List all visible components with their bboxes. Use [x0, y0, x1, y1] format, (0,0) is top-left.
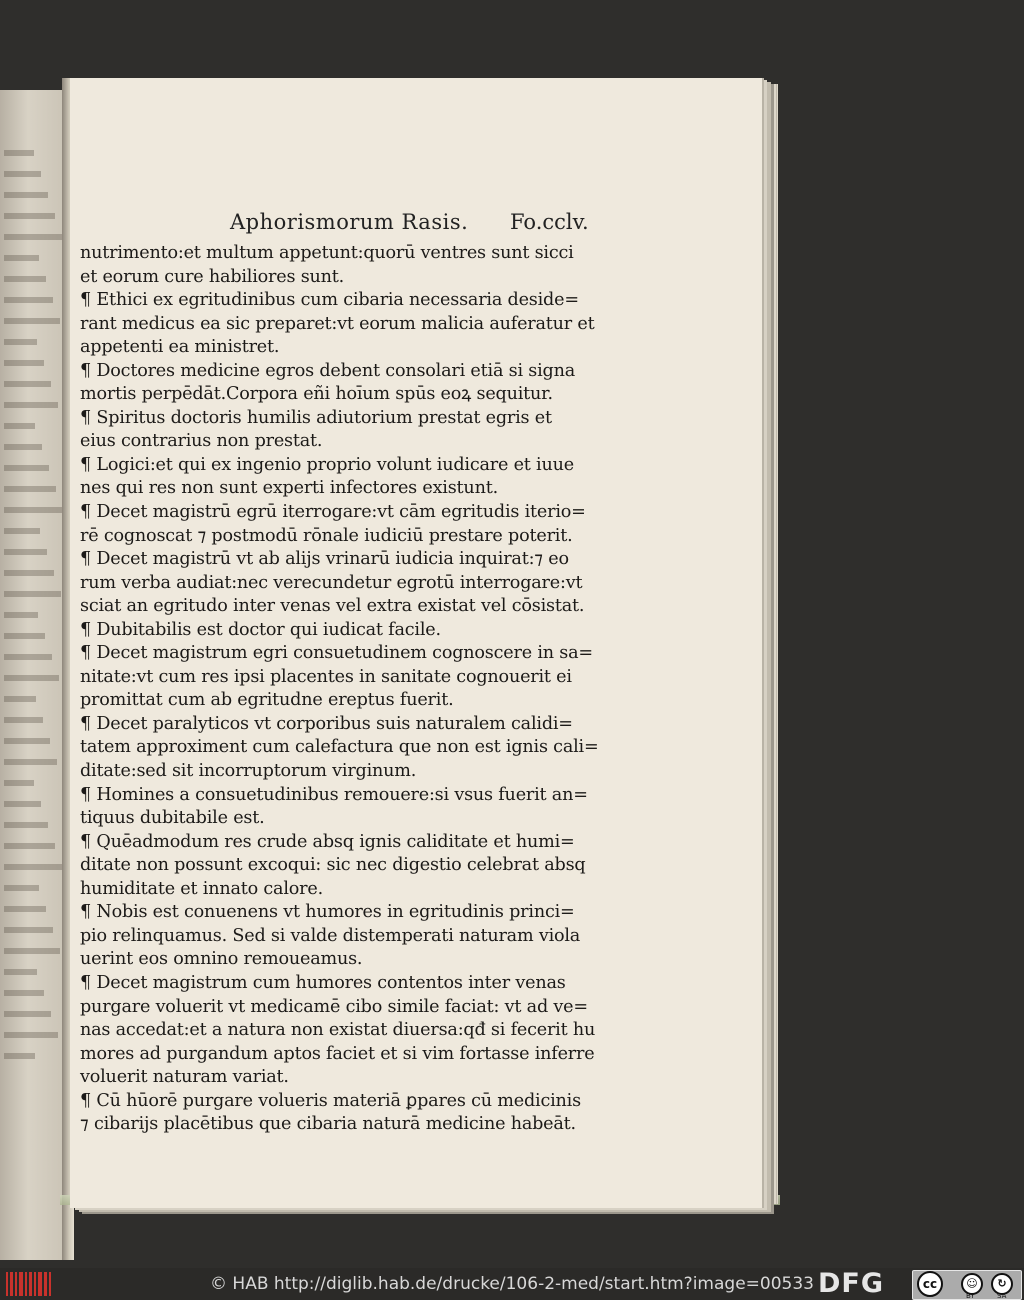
running-title: Aphorismorum Rasis.: [230, 210, 469, 234]
left-page-ghost-text: [4, 381, 51, 387]
text-line: ¶ Homines a consuetudinibus remouere:si vsus fuerit an=: [80, 784, 588, 805]
text-line: ¶ Decet magistrū vt ab alijs vrinarū iudicia inquirat:⁊ eo: [80, 549, 569, 570]
text-line: mortis perpēdāt.Corpora eñi hoīum spūs eoꝝ sequitur.: [80, 384, 553, 405]
left-page-ghost-text: [4, 885, 39, 891]
cc-icon: [917, 1271, 943, 1297]
left-page-ghost-text: [4, 549, 47, 555]
text-line: promittat cum ab egritudne ereptus fuerit.: [80, 690, 454, 711]
left-page-ghost-text: [4, 423, 35, 429]
text-line: mores ad purgandum aptos faciet et si vim fortasse inferre: [80, 1043, 595, 1064]
left-page-ghost-text: [4, 276, 46, 282]
text-line: ¶ Decet magistrum cum humores contentos inter venas: [80, 972, 566, 993]
left-page-ghost-text: [4, 654, 52, 660]
left-page-ghost-text: [4, 1032, 58, 1038]
text-line: ditate:sed sit incorruptorum virginum.: [80, 761, 417, 782]
text-line: tiquus dubitabile est.: [80, 808, 265, 829]
left-page-ghost-text: [4, 507, 63, 513]
left-page-ghost-text: [4, 402, 58, 408]
left-page-ghost-text: [4, 612, 38, 618]
text-line: ¶ Logici:et qui ex ingenio proprio volunt iudicare et iuue: [80, 454, 574, 475]
text-line: rant medicus ea sic preparet:vt eorum malicia auferatur et: [80, 313, 595, 334]
text-line: ¶ Quēadmodum res crude absq ignis caliditate et humi=: [80, 831, 575, 852]
folio-number: Fo.cclv.: [510, 210, 589, 234]
left-page-edge: [0, 90, 70, 1260]
dfg-logo-text: DFG: [818, 1268, 885, 1299]
text-line: sciat an egritudo inter venas vel extra existat vel cōsistat.: [80, 596, 585, 617]
left-page-ghost-text: [4, 297, 53, 303]
left-page-ghost-text: [4, 969, 37, 975]
text-line: ¶ Spiritus doctoris humilis adiutorium prestat egris et: [80, 407, 552, 428]
text-line: ⁊ cibarijs placētibus que cibaria naturā medicine habeāt.: [80, 1114, 576, 1135]
left-page-ghost-text: [4, 150, 34, 156]
text-line: tatem approximent cum calefactura que non est ignis cali=: [80, 737, 599, 758]
left-page-ghost-text: [4, 444, 42, 450]
left-page-ghost-text: [4, 738, 50, 744]
text-line: nas accedat:et a natura non existat diuersa:qđ si fecerit hu: [80, 1020, 596, 1041]
text-line: nutrimento:et multum appetunt:quorū ventres sunt sicci: [80, 243, 574, 263]
cc-license-badge[interactable]: [912, 1270, 1022, 1300]
text-line: ¶ Cū hūorē purgare volueris materiā ꝑpares cū medicinis: [80, 1090, 581, 1111]
text-line: ditate non possunt excoqui: sic nec digestio celebrat absq: [80, 855, 586, 876]
left-page-ghost-text: [4, 213, 55, 219]
left-page-ghost-text: [4, 864, 62, 870]
left-page-ghost-text: [4, 1053, 35, 1059]
text-line: ¶ Dubitabilis est doctor qui iudicat facile.: [80, 619, 441, 640]
text-block: [80, 242, 632, 1137]
book-page: [70, 78, 762, 1208]
text-line: nes qui res non sunt experti infectores existunt.: [80, 478, 498, 499]
left-page-ghost-text: [4, 990, 44, 996]
left-page-ghost-text: [4, 528, 40, 534]
cc-icon-label: cc: [922, 1277, 938, 1291]
left-page-ghost-text: [4, 906, 46, 912]
page-fore-edge: [762, 84, 778, 1204]
text-line: ¶ Decet magistrum egri consuetudinem cognoscere in sa=: [80, 643, 593, 664]
text-line: appetenti ea ministret.: [80, 337, 280, 358]
text-line: humiditate et innato calore.: [80, 878, 323, 899]
text-line: eius contrarius non prestat.: [80, 431, 323, 452]
left-page-ghost-text: [4, 780, 34, 786]
text-line: ¶ Decet magistrū egrū iterrogare:vt cām egritudis iterio=: [80, 502, 586, 523]
left-page-ghost-text: [4, 696, 36, 702]
text-line: pio relinquamus. Sed si valde distemperati naturam viola: [80, 925, 581, 946]
text-line: nitate:vt cum res ipsi placentes in sanitate cognouerit ei: [80, 666, 572, 687]
left-page-ghost-text: [4, 948, 60, 954]
text-line: purgare voluerit vt medicamē cibo simile faciat: vt ad ve=: [80, 996, 588, 1017]
text-line: voluerit naturam variat.: [80, 1067, 289, 1088]
left-page-ghost-text: [4, 192, 48, 198]
left-page-ghost-text: [4, 234, 62, 240]
by-icon: ☺: [961, 1273, 983, 1295]
by-label: BY: [966, 1292, 975, 1300]
left-page-ghost-text: [4, 843, 55, 849]
sa-icon: ↻: [991, 1273, 1013, 1295]
text-line: ¶ Doctores medicine egros debent consolari etiā si signa: [80, 360, 576, 381]
text-line: ¶ Ethici ex egritudinibus cum cibaria necessaria deside=: [80, 290, 579, 311]
dfg-logo: [818, 1270, 910, 1298]
footer-bar: [0, 1268, 1024, 1300]
left-page-ghost-text: [4, 801, 41, 807]
text-line: et eorum cure habiliores sunt.: [80, 266, 345, 287]
left-page-ghost-text: [4, 927, 53, 933]
left-page-ghost-text: [4, 360, 44, 366]
text-line: uerint eos omnino remoueamus.: [80, 949, 363, 970]
left-page-ghost-text: [4, 171, 41, 177]
running-head: [70, 210, 762, 244]
left-page-ghost-text: [4, 465, 49, 471]
left-page-ghost-text: [4, 675, 59, 681]
sa-label: SA: [997, 1292, 1007, 1300]
left-page-ghost-text: [4, 822, 48, 828]
left-page-ghost-text: [4, 1011, 51, 1017]
text-line: ¶ Decet paralyticos vt corporibus suis naturalem calidi=: [80, 713, 573, 734]
left-page-ghost-text: [4, 570, 54, 576]
text-line: rē cognoscat ⁊ postmodū rōnale iudiciū prestare poterit.: [80, 525, 573, 546]
copyright-link[interactable]: © HAB http://diglib.hab.de/drucke/106-2-med/start.htm?image=00533: [210, 1274, 814, 1294]
left-page-ghost-text: [4, 759, 57, 765]
left-page-ghost-text: [4, 633, 45, 639]
left-page-ghost-text: [4, 717, 43, 723]
left-page-ghost-text: [4, 486, 56, 492]
left-page-ghost-text: [4, 339, 37, 345]
text-line: ¶ Nobis est conuenens vt humores in egritudinis princi=: [80, 902, 575, 923]
left-page-ghost-text: [4, 318, 60, 324]
left-page-ghost-text: [4, 591, 61, 597]
text-line: rum verba audiat:nec verecundetur egrotū interrogare:vt: [80, 572, 583, 593]
left-page-ghost-text: [4, 255, 39, 261]
